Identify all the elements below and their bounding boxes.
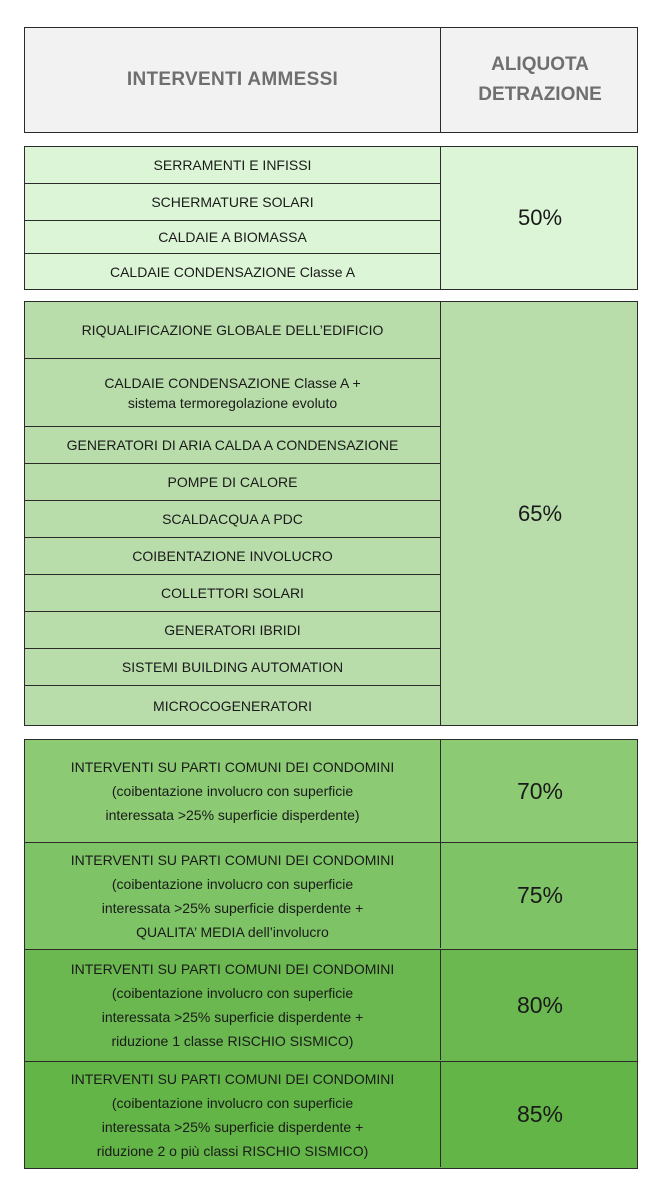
- condo-line: riduzione 2 o più classi RISCHIO SISMICO): [96, 1142, 369, 1159]
- intervention-item: SCHERMATURE SOLARI: [25, 184, 441, 221]
- intervention-item: GENERATORI DI ARIA CALDA A CONDENSAZIONE: [25, 427, 441, 464]
- condo-line: interessata >25% superficie disperdente +: [101, 1009, 364, 1025]
- condo-intervention: [25, 950, 441, 1060]
- header-rate-line2: DETRAZIONE: [478, 84, 602, 105]
- condo-line: (coibentazione involucro con superficie: [111, 985, 354, 1001]
- condo-line: INTERVENTI SU PARTI COMUNI DEI CONDOMINI: [70, 759, 395, 775]
- group-80: [24, 950, 638, 1062]
- condo-intervention: [25, 1062, 441, 1167]
- group-75: [24, 843, 638, 950]
- condo-line: (coibentazione involucro con superficie: [111, 875, 354, 892]
- header-rate: [441, 28, 639, 132]
- group-65: [24, 301, 638, 726]
- condo-intervention: [25, 843, 441, 948]
- group-70: [24, 739, 638, 843]
- rate-value: 50%: [517, 205, 563, 230]
- group-85: [24, 1062, 638, 1169]
- rate-value: 70%: [516, 777, 564, 804]
- intervention-item: POMPE DI CALORE: [25, 464, 441, 501]
- rate-value: 85%: [516, 1101, 564, 1127]
- condo-line: INTERVENTI SU PARTI COMUNI DEI CONDOMINI: [70, 961, 395, 977]
- intervention-item: CALDAIE CONDENSAZIONE Classe A: [25, 254, 441, 289]
- intervention-item: SCALDACQUA A PDC: [25, 501, 441, 538]
- intervention-item: [25, 359, 441, 427]
- intervention-item-line: CALDAIE CONDENSAZIONE Classe A +: [104, 374, 361, 391]
- condo-line: interessata >25% superficie disperdente +: [101, 1118, 364, 1135]
- condo-line: QUALITA’ MEDIA dell’involucro: [136, 923, 329, 940]
- intervention-item-line: sistema termoregolazione evoluto: [127, 394, 338, 411]
- header-rate-line1: ALIQUOTA: [491, 54, 589, 75]
- rate-value: 75%: [516, 882, 564, 908]
- condo-line: INTERVENTI SU PARTI COMUNI DEI CONDOMINI: [70, 851, 395, 868]
- intervention-item: COLLETTORI SOLARI: [25, 575, 441, 612]
- header-interventions: INTERVENTI AMMESSI: [25, 28, 441, 132]
- intervention-item: RIQUALIFICAZIONE GLOBALE DELL’EDIFICIO: [25, 302, 441, 359]
- condo-line: interessata >25% superficie disperdente): [105, 807, 360, 823]
- intervention-item: COIBENTAZIONE INVOLUCRO: [25, 538, 441, 575]
- condo-line: INTERVENTI SU PARTI COMUNI DEI CONDOMINI: [70, 1070, 395, 1087]
- intervention-item: SERRAMENTI E INFISSI: [25, 147, 441, 184]
- condo-line: (coibentazione involucro con superficie: [111, 783, 354, 799]
- condo-line: (coibentazione involucro con superficie: [111, 1094, 354, 1111]
- intervention-item: CALDAIE A BIOMASSA: [25, 221, 441, 254]
- condo-line: interessata >25% superficie disperdente +: [101, 899, 364, 916]
- intervention-item: MICROCOGENERATORI: [25, 686, 441, 726]
- intervention-item: SISTEMI BUILDING AUTOMATION: [25, 649, 441, 686]
- intervention-item: GENERATORI IBRIDI: [25, 612, 441, 649]
- rate-value: 80%: [516, 991, 564, 1018]
- condo-line: riduzione 1 classe RISCHIO SISMICO): [111, 1033, 354, 1049]
- condo-intervention: [25, 740, 441, 842]
- group-50: [24, 146, 638, 290]
- rate-value: 65%: [517, 501, 563, 526]
- table-header: [24, 27, 638, 133]
